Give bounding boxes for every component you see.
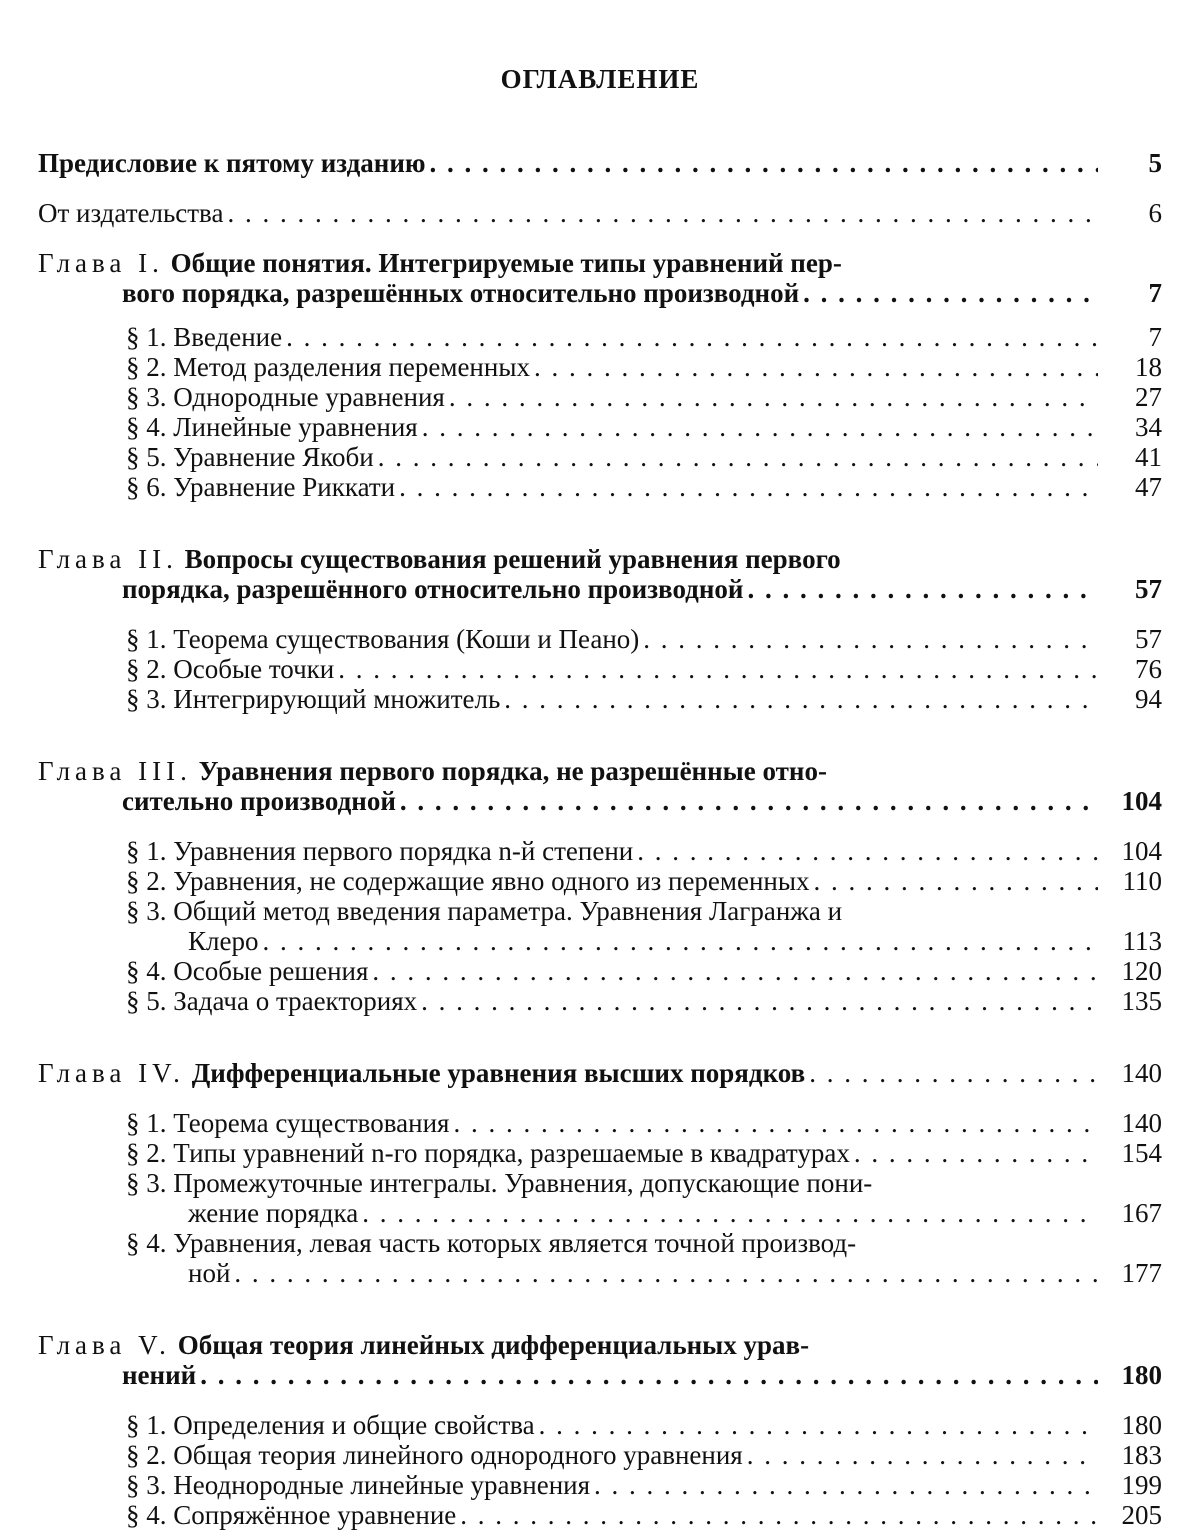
toc-section-multiline[interactable] xyxy=(38,1168,1162,1228)
chapter-title-line2: вого порядка, разрешённых относительно производной xyxy=(122,278,799,308)
dot-leader xyxy=(422,412,1098,442)
chapter-title-cont xyxy=(38,786,1162,816)
page-number: 199 xyxy=(1104,1470,1162,1500)
dot-leader xyxy=(399,472,1098,502)
page-number: 7 xyxy=(1104,322,1162,352)
page-number: 180 xyxy=(1104,1410,1162,1440)
section-line2 xyxy=(38,926,1162,956)
section-text: Клеро xyxy=(188,926,258,956)
section-text: § 1. Теорема существования (Коши и Пеано) xyxy=(126,624,639,654)
page-number: 18 xyxy=(1104,352,1162,382)
chapter-title-line1: Вопросы существования решений уравнения первого xyxy=(185,544,841,574)
toc-section[interactable] xyxy=(38,1410,1162,1440)
section-text: § 4. Сопряжённое уравнение xyxy=(126,1500,456,1530)
page-number: 135 xyxy=(1104,986,1162,1016)
toc-entry-preface[interactable] xyxy=(38,148,1162,178)
toc-section[interactable] xyxy=(38,352,1162,382)
section-text: § 3. Общий метод введения параметра. Уравнения Лагранжа и xyxy=(126,896,842,926)
chapter-3[interactable] xyxy=(38,756,1162,816)
section-text: жение порядка xyxy=(188,1198,358,1228)
page-number: 113 xyxy=(1104,926,1162,956)
toc-section[interactable] xyxy=(38,472,1162,502)
chapter-5[interactable] xyxy=(38,1330,1162,1390)
chapter-title-line1: Дифференциальные уравнения высших порядков xyxy=(192,1058,806,1088)
section-text: § 2. Уравнения, не содержащие явно одного из переменных xyxy=(126,866,810,896)
section-text: § 3. Промежуточные интегралы. Уравнения, допускающие пони- xyxy=(126,1168,872,1198)
chapter-title-line1: Общие понятия. Интегрируемые типы уравнений пер- xyxy=(171,248,842,278)
section-text: § 5. Уравнение Якоби xyxy=(126,442,374,472)
entry-text: Предисловие к пятому изданию xyxy=(38,148,426,178)
page-number: 27 xyxy=(1104,382,1162,412)
dot-leader xyxy=(227,198,1098,228)
page-number: 41 xyxy=(1104,442,1162,472)
page-number: 205 xyxy=(1104,1500,1162,1530)
page-number: 104 xyxy=(1104,786,1162,816)
chapter-title-line2: нений xyxy=(122,1360,196,1390)
chapter-4[interactable] xyxy=(38,1058,1162,1088)
toc-section[interactable] xyxy=(38,1108,1162,1138)
toc-section[interactable] xyxy=(38,836,1162,866)
toc-section[interactable] xyxy=(38,654,1162,684)
toc-page xyxy=(38,0,1162,1527)
chapter-heading xyxy=(38,248,1162,278)
chapter-heading xyxy=(38,544,1162,574)
dot-leader xyxy=(747,1440,1098,1470)
dot-leader xyxy=(372,956,1098,986)
section-text: § 6. Уравнение Риккати xyxy=(126,472,395,502)
toc-section[interactable] xyxy=(38,382,1162,412)
dot-leader xyxy=(400,786,1098,816)
dot-leader xyxy=(637,836,1098,866)
dot-leader xyxy=(504,684,1098,714)
chapter-title-cont xyxy=(38,1360,1162,1390)
page-number: 140 xyxy=(1104,1108,1162,1138)
section-line2 xyxy=(38,1258,1162,1288)
dot-leader xyxy=(539,1410,1098,1440)
chapter-title-line1: Уравнения первого порядка, не разрешённые отно- xyxy=(199,756,827,786)
section-text: § 4. Особые решения xyxy=(126,956,368,986)
section-text: § 2. Особые точки xyxy=(126,654,334,684)
dot-leader xyxy=(449,382,1098,412)
chapter-heading xyxy=(38,756,1162,786)
table-of-contents xyxy=(38,148,1162,1530)
section-text: § 1. Уравнения первого порядка n-й степени xyxy=(126,836,633,866)
page-number: 183 xyxy=(1104,1440,1162,1470)
toc-section[interactable] xyxy=(38,1440,1162,1470)
dot-leader xyxy=(534,352,1098,382)
dot-leader xyxy=(814,866,1098,896)
dot-leader xyxy=(803,278,1098,308)
section-text: § 2. Метод разделения переменных xyxy=(126,352,530,382)
dot-leader xyxy=(747,574,1098,604)
chapter-title-line2: порядка, разрешённого относительно производной xyxy=(122,574,743,604)
section-text: § 2. Типы уравнений n-го порядка, разрешаемые в квадратурах xyxy=(126,1138,850,1168)
page-number: 154 xyxy=(1104,1138,1162,1168)
section-text: § 3. Интегрирующий множитель xyxy=(126,684,500,714)
section-text: § 1. Теорема существования xyxy=(126,1108,449,1138)
section-line1 xyxy=(38,1168,1162,1198)
page-number: 47 xyxy=(1104,472,1162,502)
chapter-title-line1: Общая теория линейных дифференциальных урав- xyxy=(178,1330,809,1360)
dot-leader xyxy=(200,1360,1098,1390)
section-text: ной xyxy=(188,1258,230,1288)
page-number: 94 xyxy=(1104,684,1162,714)
page-number: 120 xyxy=(1104,956,1162,986)
chapter-title-cont xyxy=(38,278,1162,308)
section-text: § 4. Линейные уравнения xyxy=(126,412,418,442)
dot-leader xyxy=(378,442,1098,472)
dot-leader xyxy=(338,654,1098,684)
dot-leader xyxy=(854,1138,1098,1168)
toc-section[interactable] xyxy=(38,412,1162,442)
toc-section[interactable] xyxy=(38,956,1162,986)
section-text: § 1. Определения и общие свойства xyxy=(126,1410,535,1440)
chapter-title-line2: сительно производной xyxy=(122,786,396,816)
section-text: § 3. Неоднородные линейные уравнения xyxy=(126,1470,590,1500)
page-number: 180 xyxy=(1104,1360,1162,1390)
dot-leader xyxy=(594,1470,1098,1500)
page-number: 140 xyxy=(1104,1058,1162,1088)
page-title: ОГЛАВЛЕНИЕ xyxy=(38,64,1162,95)
toc-section[interactable] xyxy=(38,1138,1162,1168)
page-number: 76 xyxy=(1104,654,1162,684)
section-text: § 3. Однородные уравнения xyxy=(126,382,445,412)
page-number: 7 xyxy=(1104,278,1162,308)
toc-section[interactable] xyxy=(38,624,1162,654)
dot-leader xyxy=(362,1198,1098,1228)
dot-leader xyxy=(421,986,1098,1016)
section-line1 xyxy=(38,1228,1162,1258)
toc-section-multiline[interactable] xyxy=(38,896,1162,956)
page-number: 177 xyxy=(1104,1258,1162,1288)
dot-leader xyxy=(262,926,1098,956)
dot-leader xyxy=(809,1058,1098,1088)
toc-section[interactable] xyxy=(38,986,1162,1016)
chapter-heading xyxy=(38,1330,1162,1360)
toc-section[interactable] xyxy=(38,684,1162,714)
toc-section[interactable] xyxy=(38,442,1162,472)
page-number: 57 xyxy=(1104,624,1162,654)
dot-leader xyxy=(286,322,1098,352)
dot-leader xyxy=(643,624,1098,654)
section-text: § 1. Введение xyxy=(126,322,282,352)
chapter-label: Глава I. xyxy=(38,248,164,278)
chapter-title-cont xyxy=(38,574,1162,604)
chapter-label: Глава V. xyxy=(38,1330,171,1360)
entry-text: От издательства xyxy=(38,198,223,228)
page-number: 57 xyxy=(1104,574,1162,604)
section-text: § 5. Задача о траекториях xyxy=(126,986,417,1016)
chapter-heading xyxy=(38,1058,805,1088)
toc-section[interactable] xyxy=(38,322,1162,352)
section-line1 xyxy=(38,896,1162,926)
toc-entry-publisher[interactable] xyxy=(38,198,1162,228)
chapter-label: Глава IV. xyxy=(38,1058,185,1088)
section-text: § 2. Общая теория линейного однородного уравнения xyxy=(126,1440,743,1470)
chapter-2[interactable] xyxy=(38,544,1162,604)
page-number: 6 xyxy=(1104,198,1162,228)
dot-leader xyxy=(460,1500,1098,1530)
dot-leader xyxy=(453,1108,1098,1138)
chapter-1[interactable] xyxy=(38,248,1162,308)
page-number: 104 xyxy=(1104,836,1162,866)
toc-section[interactable] xyxy=(38,1470,1162,1500)
page-number: 110 xyxy=(1104,866,1162,896)
chapter-label: Глава II. xyxy=(38,544,178,574)
toc-section[interactable] xyxy=(38,1500,1162,1530)
page-number: 5 xyxy=(1104,148,1162,178)
toc-section[interactable] xyxy=(38,866,1162,896)
toc-section-multiline[interactable] xyxy=(38,1228,1162,1288)
dot-leader xyxy=(430,148,1098,178)
chapter-label: Глава III. xyxy=(38,756,192,786)
section-text: § 4. Уравнения, левая часть которых является точной производ- xyxy=(126,1228,856,1258)
page-number: 167 xyxy=(1104,1198,1162,1228)
section-line2 xyxy=(38,1198,1162,1228)
dot-leader xyxy=(234,1258,1098,1288)
page-number: 34 xyxy=(1104,412,1162,442)
